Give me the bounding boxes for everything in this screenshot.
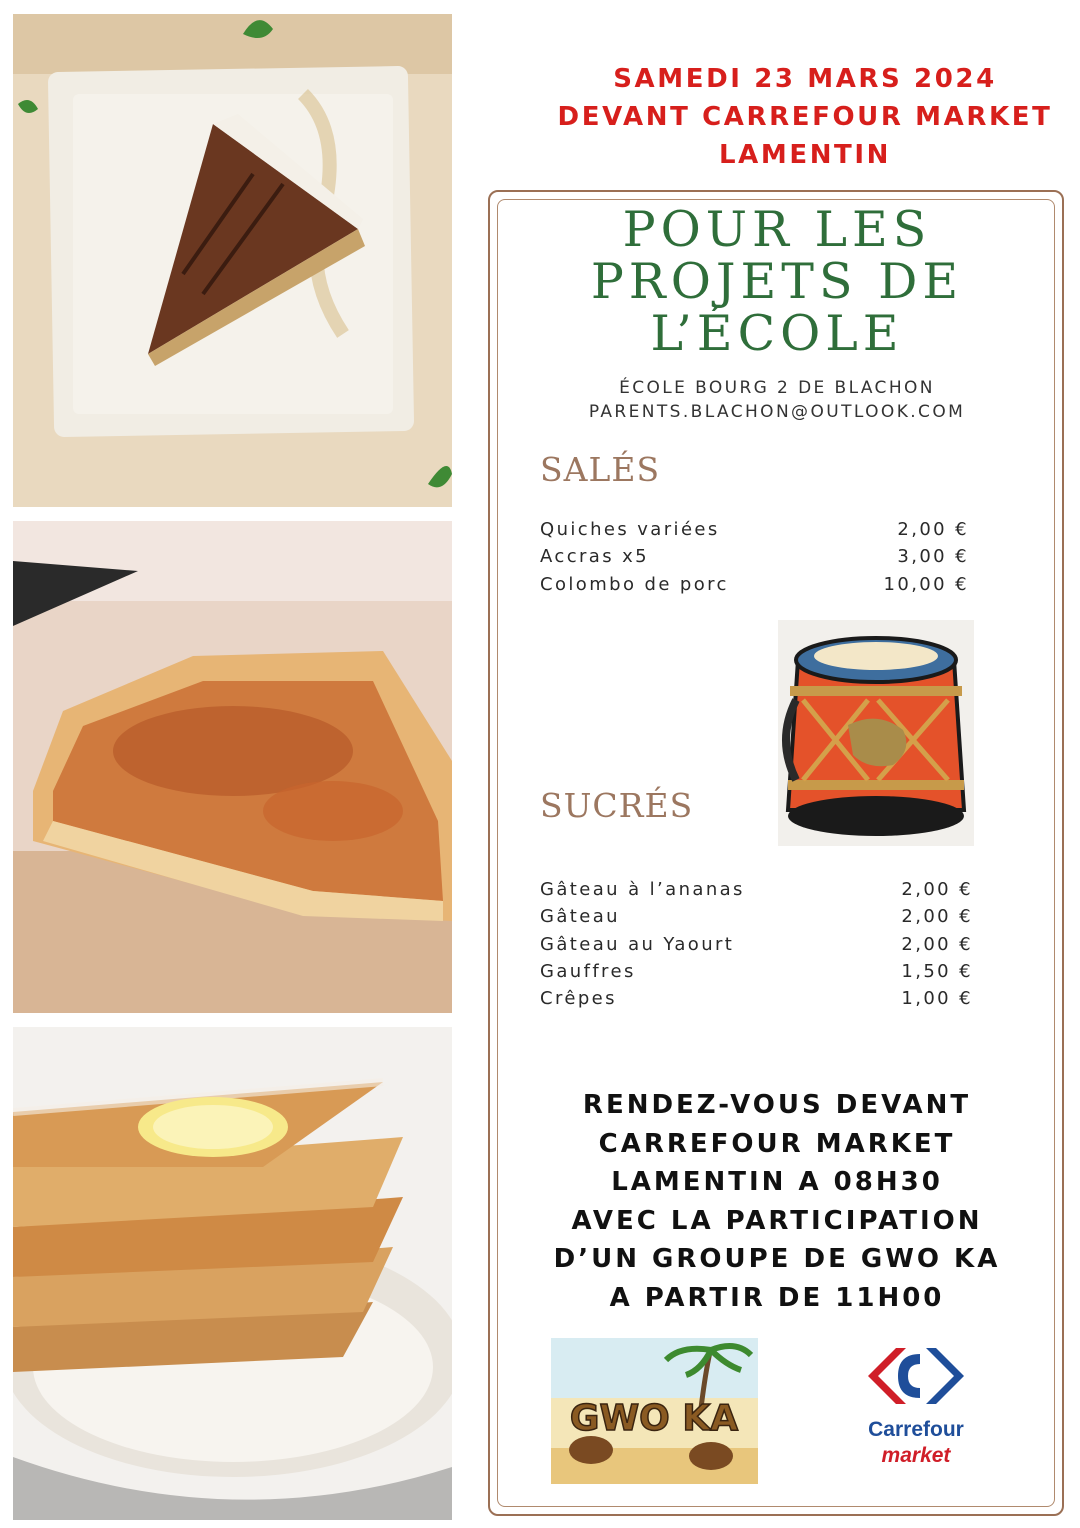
menu-item-price: 2,00 €: [897, 519, 969, 540]
photo-quiche: [13, 521, 452, 1013]
rendezvous-info: [500, 1086, 1054, 1317]
event-city: LAMENTIN: [718, 140, 892, 170]
menu-item-name: Gâteau à l’ananas: [540, 879, 745, 900]
menu-item-price: 2,00 €: [901, 906, 973, 928]
photo-chocolate-cake: [13, 14, 452, 507]
main-title-line-3: L’ÉCOLE: [650, 305, 904, 362]
gwoka-drum-image: [778, 620, 974, 846]
menu-item-price: 1,00 €: [901, 988, 973, 1010]
menu-item: [540, 985, 973, 1012]
rendezvous-line: AVEC LA PARTICIPATION: [571, 1205, 983, 1236]
rendezvous-line: CARREFOUR MARKET: [598, 1128, 956, 1159]
section-title-sucres: SUCRÉS: [540, 786, 694, 825]
event-location: DEVANT CARREFOUR MARKET: [557, 102, 1053, 132]
menu-item: [540, 958, 973, 985]
rendezvous-line: LAMENTIN A 08H30: [611, 1167, 943, 1197]
menu-item: [540, 571, 969, 598]
menu-item: [540, 931, 973, 958]
school-name: ÉCOLE BOURG 2 DE BLACHON: [619, 378, 935, 398]
menu-item-name: Colombo de porc: [540, 573, 729, 595]
menu-sucres: [540, 876, 973, 1012]
rendezvous-line: A PARTIR DE 11H00: [609, 1282, 945, 1313]
carrefour-word: Carrefour: [868, 1418, 964, 1441]
main-title: [500, 201, 1054, 362]
menu-item-name: Accras x5: [540, 546, 650, 568]
menu-item: [540, 516, 969, 543]
gwoka-logo-text: GWO KA: [569, 1398, 739, 1439]
menu-item: [540, 903, 973, 930]
rendezvous-line: D’UN GROUPE DE GWO KA: [553, 1244, 1001, 1274]
main-title-line-2: PROJETS DE: [590, 253, 964, 310]
gwoka-logo: [551, 1338, 758, 1484]
menu-item-price: 2,00 €: [901, 933, 973, 955]
menu-item-price: 1,50 €: [901, 960, 973, 982]
event-header: [540, 60, 1070, 174]
menu-item-name: Crêpes: [540, 988, 617, 1010]
menu-sales: [540, 516, 969, 598]
market-word: market: [881, 1444, 951, 1467]
menu-item-price: 2,00 €: [901, 879, 973, 900]
menu-item-name: Gâteau au Yaourt: [540, 933, 735, 955]
menu-item-price: 3,00 €: [897, 546, 969, 568]
section-title-sales: SALÉS: [540, 450, 661, 489]
event-date: SAMEDI 23 MARS 2024: [613, 64, 997, 94]
menu-item: [540, 543, 969, 570]
menu-item-name: Gâteau: [540, 906, 620, 928]
contact-info: [500, 376, 1054, 424]
menu-item-name: Gauffres: [540, 960, 636, 982]
menu-item: [540, 876, 973, 903]
rendezvous-line: RENDEZ-VOUS DEVANT: [582, 1090, 972, 1120]
photo-crepes: [13, 1027, 452, 1520]
menu-item-name: Quiches variées: [540, 519, 720, 540]
menu-item-price: 10,00 €: [883, 573, 969, 595]
contact-email: PARENTS.BLACHON@OUTLOOK.COM: [588, 402, 966, 422]
main-title-line-1: POUR LES: [622, 201, 932, 258]
